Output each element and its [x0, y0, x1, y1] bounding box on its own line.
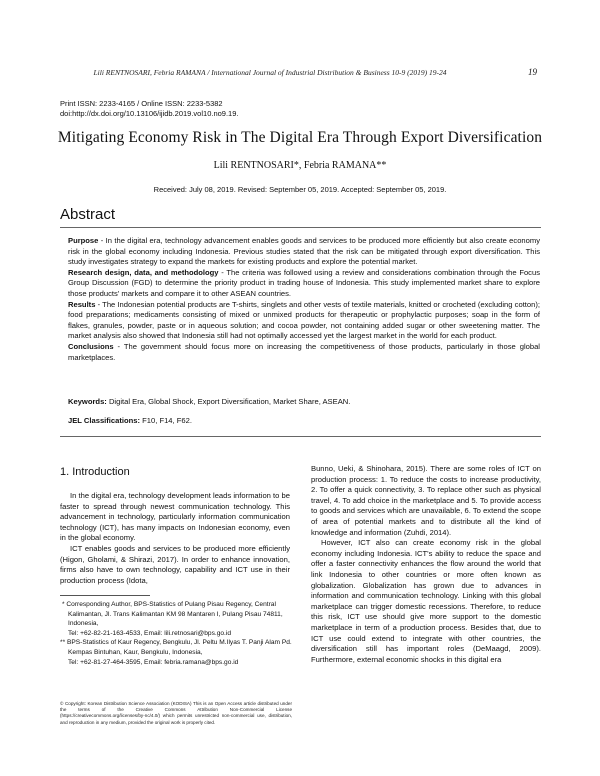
footnote-tel: Tel: +62-82-21-163-4533, Email: lili.retnosari@bps.go.id	[68, 629, 232, 637]
abstract-body	[68, 236, 540, 363]
jel-classifications: JEL Classifications: F10, F14, F62.	[68, 416, 192, 425]
running-head: Lili RENTNOSARI, Febria RAMANA / International Journal of Industrial Distribution & Business 10-9 (2019) 19-24	[93, 68, 447, 77]
right-column	[311, 464, 541, 665]
footnote-tel: Tel: +62-81-27-464-3595, Email: febria.ramana@bps.go.id	[68, 658, 239, 666]
abstract-design: Research design, data, and methodology - The criteria was followed using a review and considerations combination through the Focus Group Discussion (FGD) to determine the priority product in trading house of Indonesia. This study implemented market share to explore those products' markets and compare it to other ASEAN countries.	[68, 267, 540, 298]
section-heading-introduction: 1. Introduction	[60, 466, 130, 478]
paper-title: Mitigating Economy Risk in The Digital Era Through Export Diversification	[57, 129, 543, 146]
abstract-top-rule	[60, 227, 541, 228]
copyright-notice: © Copyright: Korean Distribution Science Association (KODISA) This is an Open Access article distributed under the terms of the Creative Commons Attribution Non-Commercial License (https://creativecommons.org/licenses/by-nc/4.0/) which permits unrestricted non-commercial use, distribution, and reproduction in any medium, provided the original work is properly cited.	[60, 701, 292, 725]
page-number: 19	[528, 67, 537, 77]
received-dates: Received: July 08, 2019. Revised: September 05, 2019. Accepted: September 05, 2019.	[153, 185, 447, 194]
authors: Lili RENTNOSARI*, Febria RAMANA**	[213, 160, 387, 171]
body-paragraph: However, ICT also can create economy risk in the global economy including Indonesia. ICT's ability to reduce the space and offer a faster connectivity enhances the flow around the world that link Indonesia to other countries or more often known as globalization. Globalization has grown due to advances in information and communication technology. Linking with this global marketplace can trigger domestic recessions. Therefore, to reduce this risk, ICT use should give more support to the domestic marketplace in term of a production process. Besides that, due to ICT use could extend to integrate with other countries, the diversification still has important roles (DeMaagd, 2009). Furthermore, external economic shocks in this digital era	[311, 538, 541, 664]
footnote-second-author: ** BPS-Statistics of Kaur Regency, Bengkulu, Jl. Peltu M.Ilyas T. Panji Alam Pd. Kempas Bintuhan, Kaur, Bengkulu, Indonesia,	[60, 639, 292, 656]
abstract-conclusions: Conclusions - The government should focus more on increasing the competitiveness of those products, particularly in those global marketplaces.	[68, 341, 540, 362]
doi-line: doi:http://dx.doi.org/10.13106/ijidb.2019.vol10.no9.19.	[60, 109, 239, 118]
footnotes	[60, 600, 292, 667]
abstract-bottom-rule	[60, 436, 541, 437]
left-column	[60, 491, 290, 586]
intro-paragraph: ICT enables goods and services to be produced more efficiently (Higon, Gholami, & Shirazi, 2017). In order to enhance innovation, firms also have to own technology, capability and ICT use in their production process (Idota,	[60, 543, 290, 585]
footnote-rule	[60, 595, 150, 596]
abstract-heading: Abstract	[60, 206, 116, 223]
footnote-corresponding: * Corresponding Author, BPS-Statistics of Pulang Pisau Regency, Central Kalimantan, Jl. Trans Kalimantan KM 98 Mantaren I, Pulang Pisau 74811, Indonesia,	[62, 601, 283, 628]
keywords: Keywords: Digital Era, Global Shock, Export Diversification, Market Share, ASEAN.	[68, 397, 351, 406]
abstract-purpose: Purpose - In the digital era, technology advancement enables goods and services to be produced more efficiently but also create economy risk in the global economy including Indonesia. Previous studies stated that the risk can be mitigated through export diversification. This study investigates strategy to expand the markets for existing products and explore the potential market.	[68, 236, 540, 267]
intro-paragraph: In the digital era, technology development leads information to be faster to spread through newest communication technology. This advancement in technology, particularly information communication technology (ICT), has many impacts on Indonesian economy, even in the global economy.	[60, 491, 290, 543]
body-paragraph: Bunno, Ueki, & Shinohara, 2015). There are some roles of ICT on production process: 1. To reduce the costs to increase productivity, 2. To offer a quick connectivity, 3. To replace other such as physical travel, 4. To add choice in the marketplace and 5. To provide access to goods and services which are unavailable, 6. To extend the scope of area of potential markets and to distribute all the kind of knowledge and information (Zuhdi, 2014).	[311, 464, 541, 537]
abstract-results: Results - The Indonesian potential products are T-shirts, singlets and other vests of textile materials, knitted or crocheted (excluding cotton); food preparations; medicaments consisting of mixed or unmixed products for therapeutic or prophylactic purposes; soap in the form of flakes, granules, powder, paste or in aqueous solution; and cocoa powder, not containing added sugar or other sweetening matter. The market analysis also showed that Indonesia still had not optimally accessed yet the largest market in the world for each product.	[68, 299, 540, 341]
issn-block	[60, 99, 238, 119]
issn-line: Print ISSN: 2233-4165 / Online ISSN: 2233-5382	[60, 99, 223, 108]
